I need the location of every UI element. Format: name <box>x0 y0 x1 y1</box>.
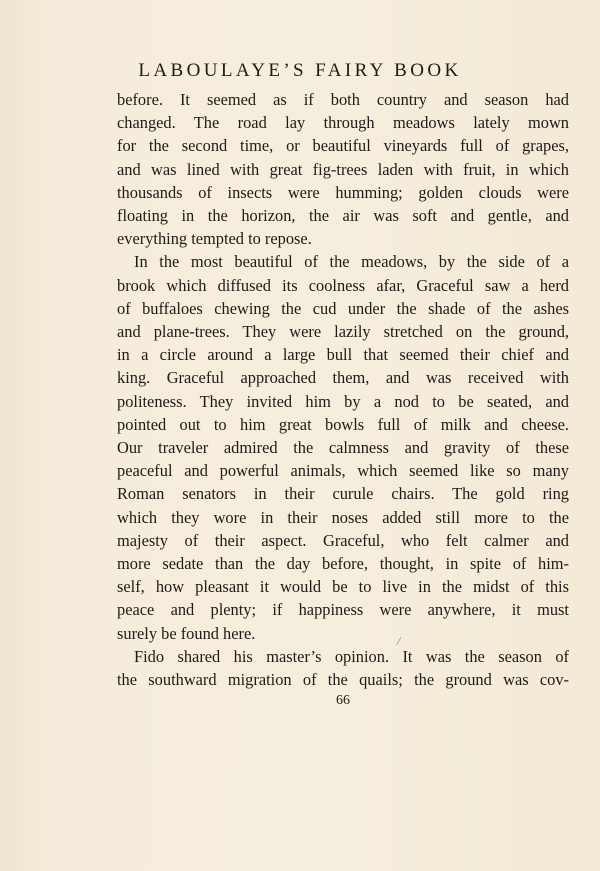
text-line: which they wore in their noses added still more to the <box>117 507 569 527</box>
text-line: In the most beautiful of the meadows, by the side of a <box>134 252 569 272</box>
text-line: changed. The road lay through meadows lately mown <box>117 113 569 133</box>
page-number: 66 <box>336 693 350 708</box>
running-head: LABOULAYE’S FAIRY BOOK <box>138 60 462 81</box>
text-line: Roman senators in their curule chairs. The gold ring <box>117 484 569 504</box>
text-line: and plane-trees. They were lazily stretched on the ground, <box>117 322 569 342</box>
text-line: everything tempted to repose. <box>117 229 312 249</box>
text-line: pointed out to him great bowls full of milk and cheese. <box>117 414 569 434</box>
text-line: majesty of their aspect. Graceful, who felt calmer and <box>117 530 569 550</box>
text-line: surely be found here. <box>117 623 256 643</box>
text-line: of buffaloes chewing the cud under the shade of the ashes <box>117 298 569 318</box>
text-line: more sedate than the day before, thought, in spite of him- <box>117 554 569 574</box>
text-line: the southward migration of the quails; the ground was cov- <box>117 670 569 690</box>
text-line: Fido shared his master’s opinion. It was the season of <box>134 646 569 666</box>
text-line: peaceful and powerful animals, which seemed like so many <box>117 461 569 481</box>
text-line: brook which diffused its coolness afar, Graceful saw a herd <box>117 275 569 295</box>
text-line: thousands of insects were humming; golden clouds were <box>117 182 569 202</box>
text-line: before. It seemed as if both country and season had <box>117 90 569 109</box>
text-line: king. Graceful approached them, and was received with <box>117 368 569 388</box>
text-line: and was lined with great fig-trees laden with fruit, in which <box>117 159 569 179</box>
text-line: for the second time, or beautiful vineyards full of grapes, <box>117 136 569 156</box>
stray-pencil-mark: / <box>395 633 402 649</box>
body-text <box>117 88 569 691</box>
text-line: peace and plenty; if happiness were anywhere, it must <box>117 600 569 620</box>
text-line: Our traveler admired the calmness and gravity of these <box>117 438 569 458</box>
text-line: self, how pleasant it would be to live in the midst of this <box>117 577 569 597</box>
text-line: floating in the horizon, the air was soft and gentle, and <box>117 206 569 226</box>
text-line: in a circle around a large bull that seemed their chief and <box>117 345 569 365</box>
text-line: politeness. They invited him by a nod to be seated, and <box>117 391 569 411</box>
